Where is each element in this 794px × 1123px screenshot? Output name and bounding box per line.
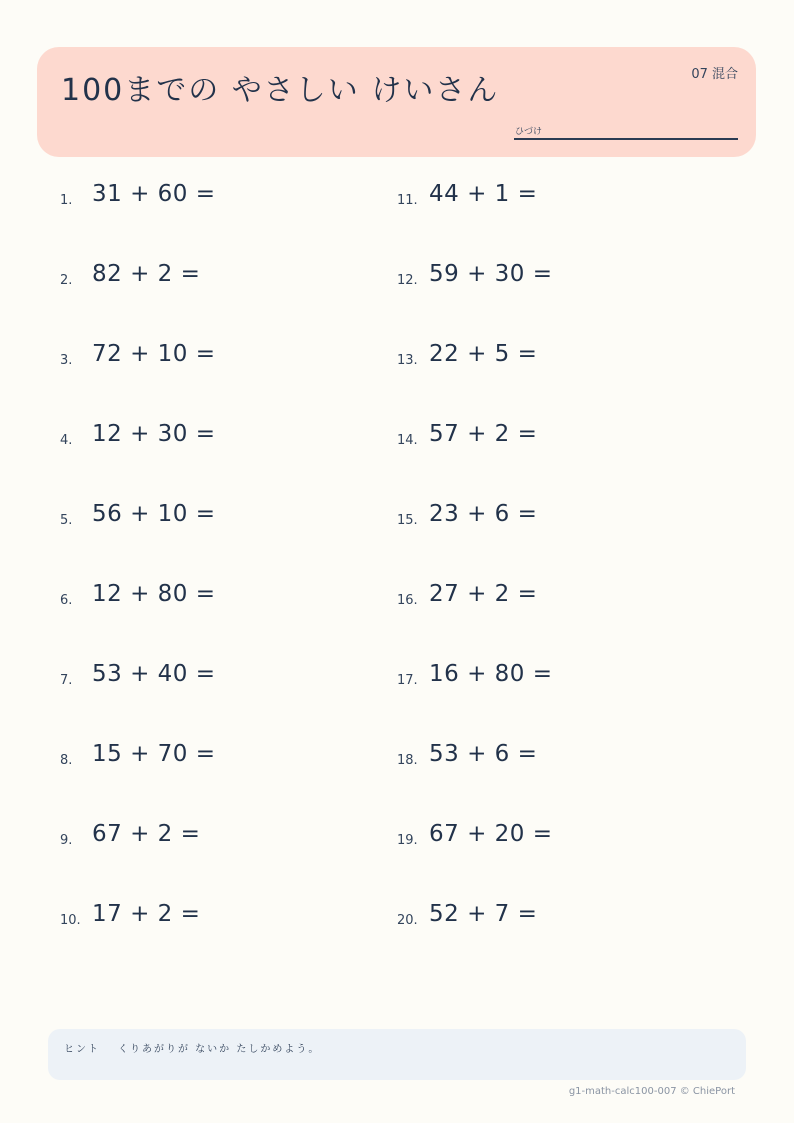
problem-expression: 23 + 6 = bbox=[429, 501, 538, 527]
page-title: 100までの やさしい けいさん bbox=[61, 73, 500, 108]
problem-number: 15. bbox=[397, 513, 418, 528]
worksheet-header bbox=[37, 47, 756, 157]
problem-number: 12. bbox=[397, 273, 418, 288]
problem-expression: 27 + 2 = bbox=[429, 581, 538, 607]
footer-credit: g1-math-calc100-007 © ChiePort bbox=[568, 1086, 735, 1097]
problem-expression: 53 + 40 = bbox=[92, 661, 216, 687]
problem-number: 6. bbox=[60, 593, 73, 608]
problem-expression: 72 + 10 = bbox=[92, 341, 216, 367]
problem-expression: 59 + 30 = bbox=[429, 261, 553, 287]
problem-expression: 12 + 80 = bbox=[92, 581, 216, 607]
problem-expression: 67 + 20 = bbox=[429, 821, 553, 847]
problem-expression: 56 + 10 = bbox=[92, 501, 216, 527]
problem-expression: 17 + 2 = bbox=[92, 901, 201, 927]
problem-expression: 15 + 70 = bbox=[92, 741, 216, 767]
problem-number: 20. bbox=[397, 913, 418, 928]
problem-expression: 52 + 7 = bbox=[429, 901, 538, 927]
problem-expression: 44 + 1 = bbox=[429, 181, 538, 207]
hint-box bbox=[48, 1029, 746, 1080]
hint-title: ヒント bbox=[64, 1044, 100, 1055]
problem-number: 18. bbox=[397, 753, 418, 768]
problem-number: 4. bbox=[60, 433, 73, 448]
problem-expression: 16 + 80 = bbox=[429, 661, 553, 687]
problem-expression: 53 + 6 = bbox=[429, 741, 538, 767]
problem-expression: 12 + 30 = bbox=[92, 421, 216, 447]
problem-expression: 57 + 2 = bbox=[429, 421, 538, 447]
problem-number: 16. bbox=[397, 593, 418, 608]
problem-expression: 67 + 2 = bbox=[92, 821, 201, 847]
problem-number: 1. bbox=[60, 193, 73, 208]
problem-number: 14. bbox=[397, 433, 418, 448]
problem-number: 2. bbox=[60, 273, 73, 288]
problem-number: 9. bbox=[60, 833, 73, 848]
problem-number: 11. bbox=[397, 193, 418, 208]
problem-expression: 31 + 60 = bbox=[92, 181, 216, 207]
date-line bbox=[514, 138, 738, 140]
problem-number: 7. bbox=[60, 673, 73, 688]
date-label: ひづけ bbox=[515, 127, 543, 137]
set-label: 07 混合 bbox=[691, 67, 738, 82]
problem-number: 5. bbox=[60, 513, 73, 528]
problem-number: 8. bbox=[60, 753, 73, 768]
hint-text: くりあがりが ないか たしかめよう。 bbox=[118, 1044, 321, 1055]
problem-number: 10. bbox=[60, 913, 81, 928]
problem-number: 17. bbox=[397, 673, 418, 688]
problem-number: 13. bbox=[397, 353, 418, 368]
problem-expression: 82 + 2 = bbox=[92, 261, 201, 287]
problem-number: 3. bbox=[60, 353, 73, 368]
problem-expression: 22 + 5 = bbox=[429, 341, 538, 367]
problem-number: 19. bbox=[397, 833, 418, 848]
